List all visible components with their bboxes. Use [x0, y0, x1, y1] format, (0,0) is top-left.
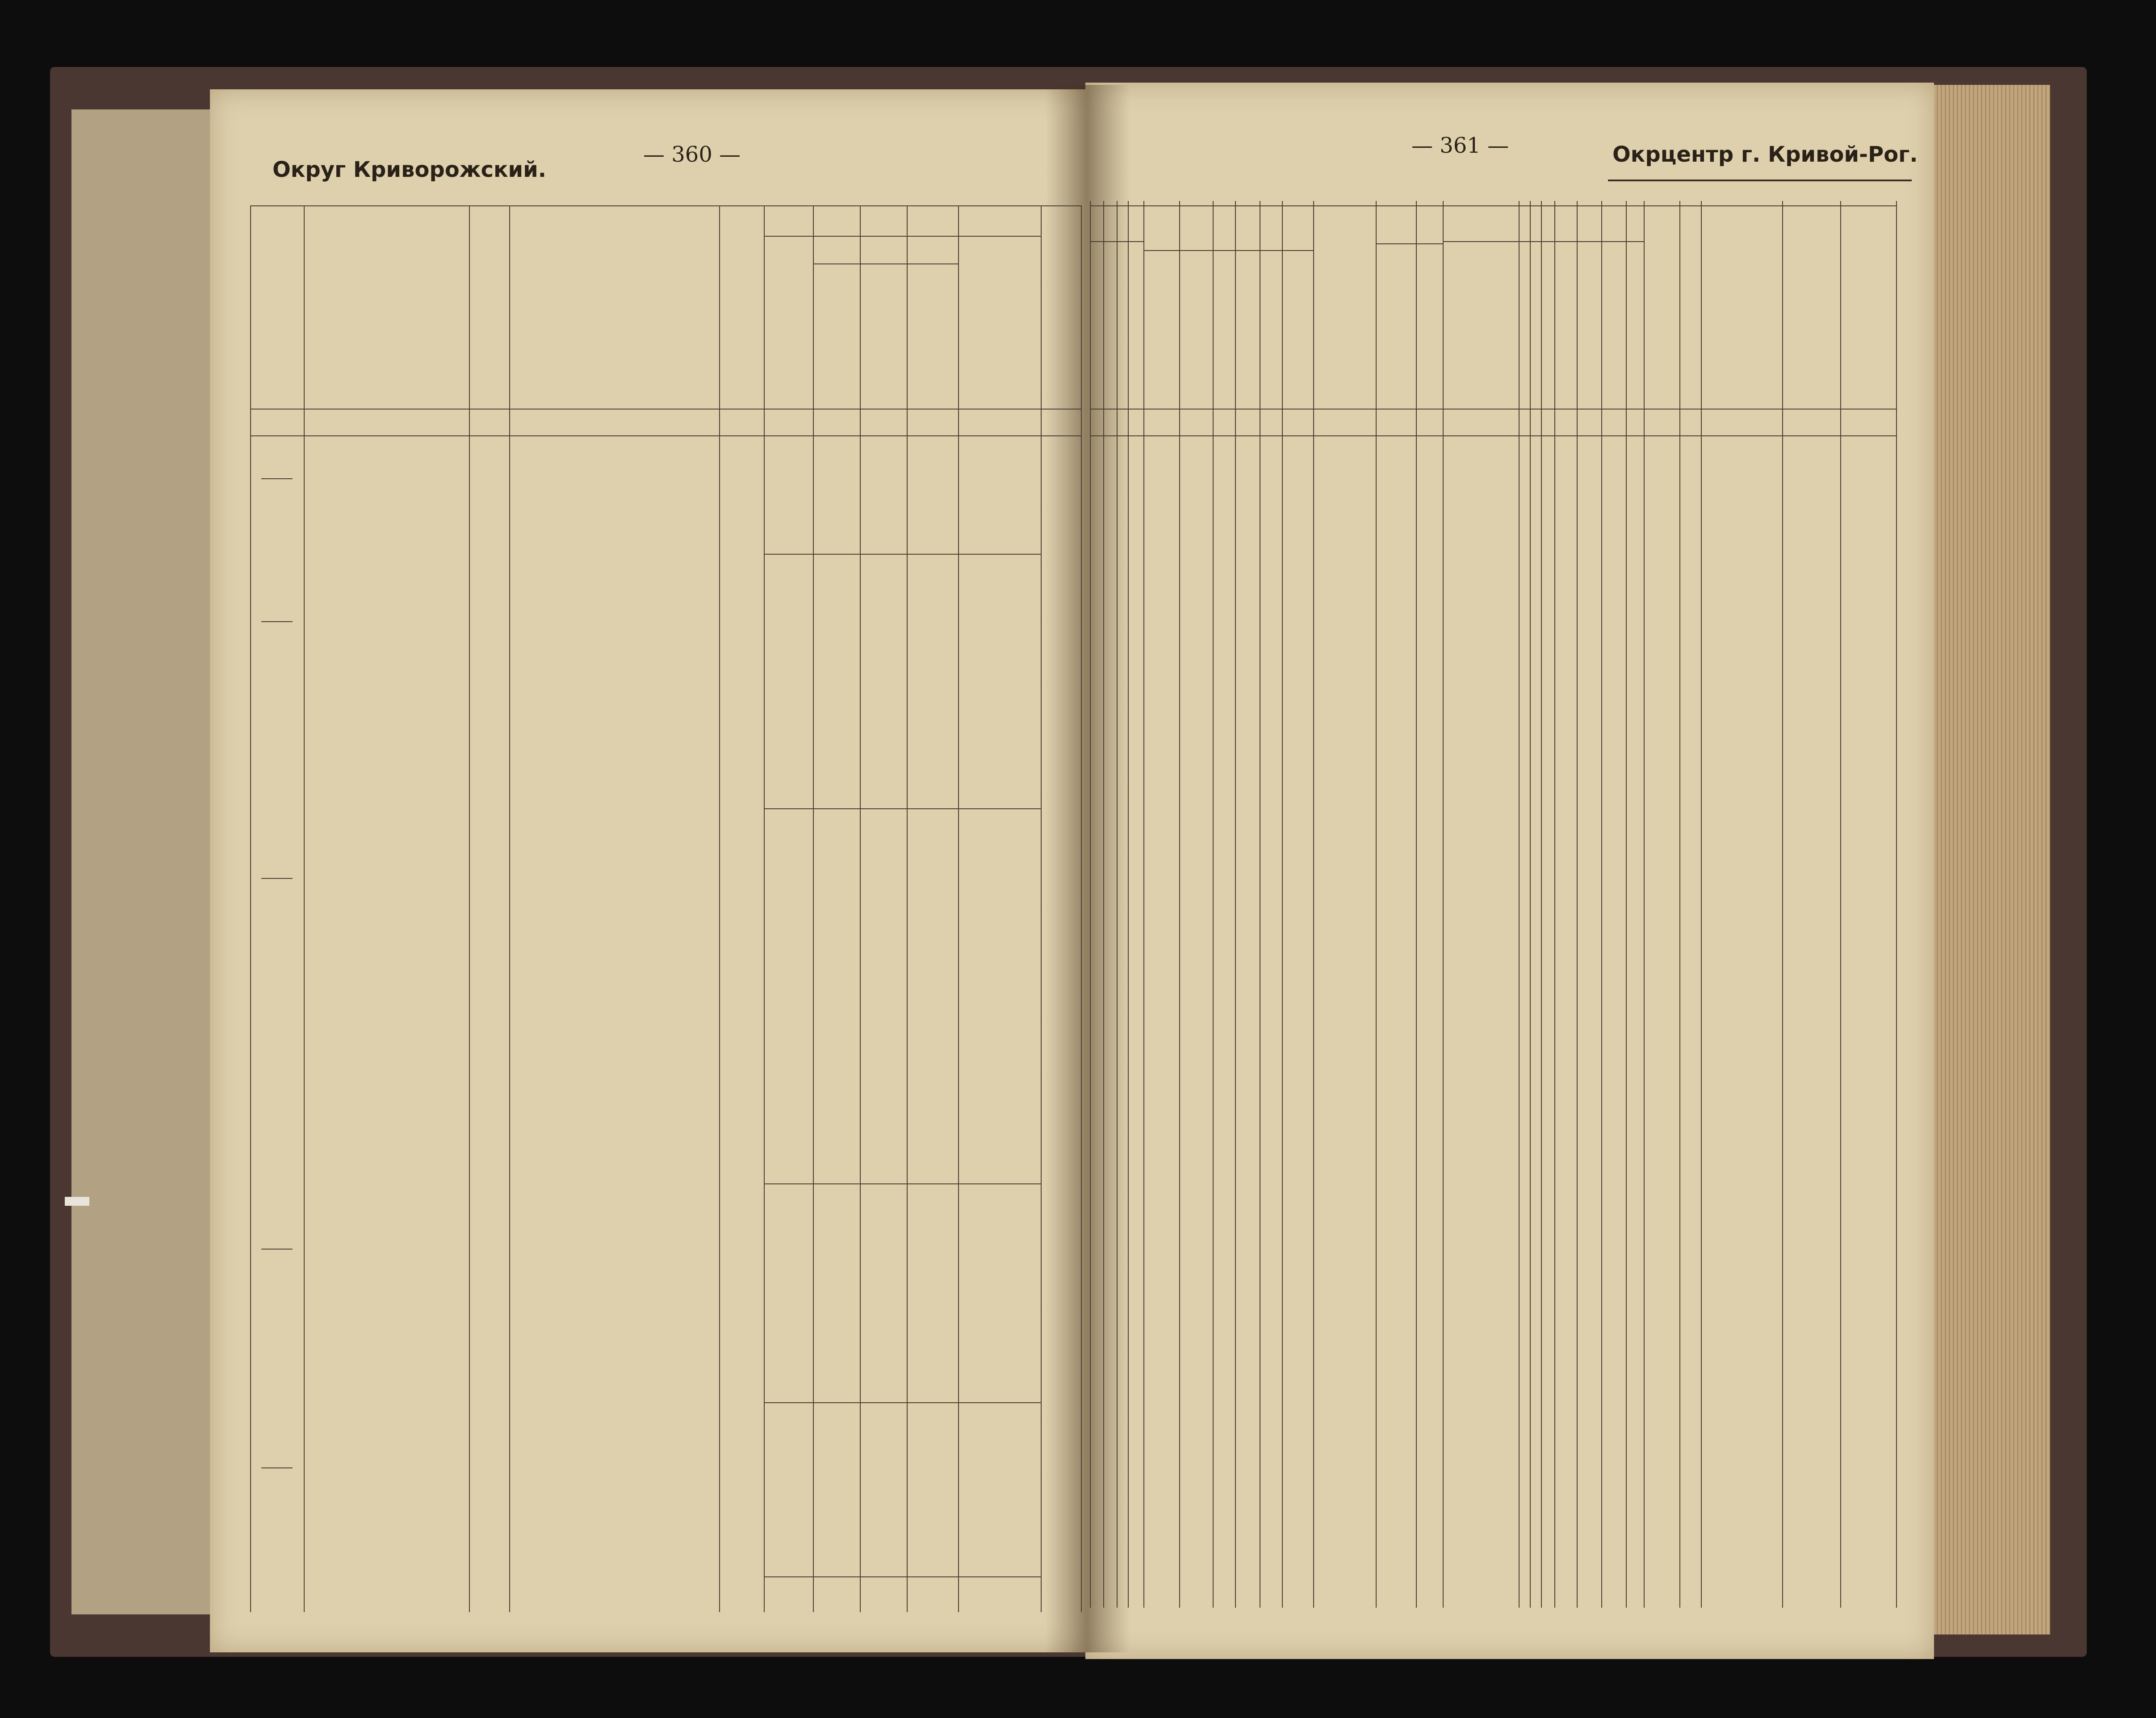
- column-header-c24: [1418, 248, 1441, 404]
- column-header-c27: [1531, 250, 1540, 404]
- table-column-rule: [1601, 201, 1602, 1608]
- total-rule: [764, 1402, 1041, 1403]
- table-column-rule: [719, 205, 720, 1612]
- table-rule: [250, 435, 1081, 436]
- table-column-rule: [1443, 201, 1444, 1608]
- index-rule: [261, 621, 293, 622]
- table-column-rule: [1896, 201, 1897, 1608]
- table-rule: [1090, 241, 1143, 242]
- table-column-rule: [1313, 201, 1314, 1608]
- column-header-c33: [1653, 210, 1692, 404]
- table-rule: [1090, 205, 1896, 206]
- total-rule: [764, 1576, 1041, 1577]
- index-rule: [261, 878, 293, 879]
- book-fore-edge-right: [1934, 85, 2050, 1634]
- column-header-c7: [815, 268, 858, 404]
- column-header-c32: [1627, 250, 1643, 404]
- right-header-title: Окрцентр г. Кривой-Рог.: [1612, 142, 1918, 167]
- table-column-rule: [958, 205, 959, 1612]
- column-header-c6: [766, 241, 811, 404]
- table-rule: [1213, 250, 1260, 251]
- total-rule: [764, 808, 1041, 809]
- column-header-c19: [1237, 255, 1258, 404]
- bookmark-ribbon: [65, 1197, 89, 1206]
- table-column-rule: [1128, 201, 1129, 1608]
- table-column-rule: [860, 205, 861, 1612]
- table-rule: [250, 409, 1081, 410]
- column-header-c18: [1214, 255, 1233, 404]
- table-column-rule: [1090, 201, 1091, 1608]
- column-header-c8: [862, 268, 905, 404]
- table-column-rule: [764, 205, 765, 1612]
- table-column-rule: [509, 205, 510, 1612]
- column-header-d13: [1104, 243, 1116, 404]
- column-header-c29: [1555, 250, 1576, 404]
- table-column-rule: [1541, 201, 1542, 1608]
- column-header-c22: [1322, 210, 1367, 404]
- column-header-c9: [908, 268, 956, 404]
- table-column-rule: [1530, 201, 1531, 1608]
- table-column-rule: [1644, 201, 1645, 1608]
- table-column-rule: [1519, 201, 1520, 1608]
- table-column-rule: [1235, 201, 1236, 1608]
- table-column-rule: [1626, 201, 1627, 1608]
- table-column-rule: [1179, 201, 1180, 1608]
- table-column-rule: [1701, 201, 1702, 1608]
- column-header-c17: [1181, 255, 1211, 404]
- table-rule: [764, 236, 1041, 237]
- index-rule: [261, 478, 293, 479]
- total-rule: [764, 554, 1041, 555]
- table-rule: [1090, 435, 1896, 436]
- table-column-rule: [1143, 201, 1144, 1608]
- total-rule: [764, 1183, 1041, 1184]
- column-header-d14: [1117, 243, 1127, 404]
- left-page-number: — 360 —: [643, 142, 741, 167]
- table-column-rule: [1554, 201, 1555, 1608]
- table-rule: [1260, 250, 1313, 251]
- column-header-c1: [252, 210, 302, 404]
- table-column-rule: [813, 205, 814, 1612]
- table-column-rule: [907, 205, 908, 1612]
- table-column-rule: [1376, 201, 1377, 1608]
- column-header-c21: [1284, 255, 1311, 404]
- table-rule: [813, 263, 958, 264]
- column-header-c26: [1520, 295, 1529, 404]
- column-header-c35: [1791, 210, 1831, 404]
- table-column-rule: [1081, 205, 1082, 1612]
- table-column-rule: [469, 205, 470, 1612]
- column-header-c5: [721, 210, 762, 404]
- column-header-c23: [1377, 248, 1414, 404]
- left-header-title: Округ Криворожский.: [272, 157, 547, 182]
- column-header-d15: [1128, 243, 1143, 404]
- table-column-rule: [1416, 201, 1417, 1608]
- table-column-rule: [1103, 201, 1104, 1608]
- table-column-rule: [250, 205, 251, 1612]
- column-header-c31: [1602, 250, 1625, 404]
- table-column-rule: [1041, 205, 1042, 1612]
- column-header-d12: [1090, 243, 1103, 404]
- right-page-number: — 361 —: [1411, 133, 1509, 158]
- table-rule: [1376, 243, 1443, 244]
- column-header-c20: [1261, 255, 1280, 404]
- header-rule: [1608, 180, 1912, 181]
- column-header-d15: [1145, 255, 1177, 404]
- table-rule: [250, 205, 1081, 206]
- index-rule: [261, 1249, 293, 1250]
- table-column-rule: [1782, 201, 1783, 1608]
- table-rule: [1443, 241, 1644, 242]
- table-column-rule: [1213, 201, 1214, 1608]
- column-header-c30: [1578, 250, 1600, 404]
- table-column-rule: [1577, 201, 1578, 1608]
- table-column-rule: [1117, 201, 1118, 1608]
- column-header-c25: [1444, 295, 1518, 404]
- column-header-c11: [1042, 241, 1079, 404]
- table-column-rule: [304, 205, 305, 1612]
- index-rule: [261, 1467, 293, 1468]
- table-column-rule: [1679, 201, 1680, 1608]
- column-header-c10: [960, 241, 1039, 404]
- column-header-c28: [1542, 250, 1553, 404]
- table-rule: [1090, 409, 1896, 410]
- table-column-rule: [1840, 201, 1841, 1608]
- column-header-c34: [1710, 210, 1773, 404]
- table-column-rule: [1282, 201, 1283, 1608]
- book-fore-edge-left: [71, 109, 219, 1614]
- column-header-c3: [471, 210, 507, 404]
- table-rule: [1143, 250, 1213, 251]
